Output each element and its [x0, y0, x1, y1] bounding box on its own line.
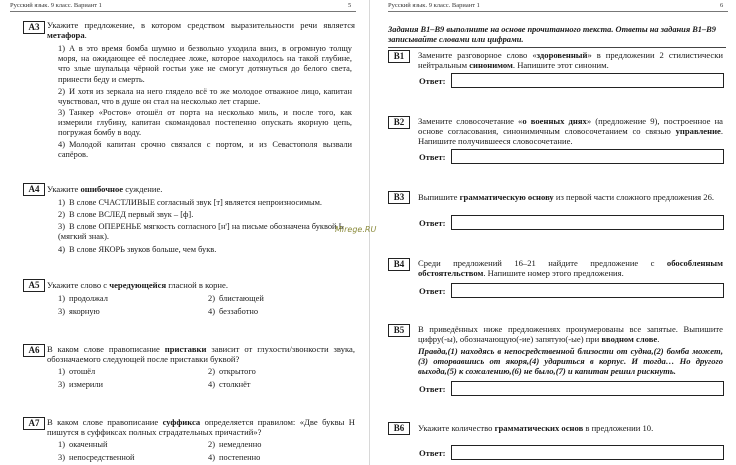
question-label-a7: А7 [23, 417, 45, 430]
b5-sample-sentences: Правда,(1) находясь в непосредственной близости от судна,(2) бомба может,(3) оторвавшись от якоря,(4) удариться в корпус. И тогда… Но другого выхода,(5) к сожалению,(6) не было,(7) и капитан решил рискнуть. [418, 346, 723, 377]
a4-option-4[interactable]: 4) В слове ЯКОРЬ звуков больше, чем букв. [58, 245, 217, 254]
question-a4-text: Укажите ошибочное суждение. [47, 184, 163, 194]
answer-label-b3: Ответ: [419, 218, 446, 228]
answer-label-b5: Ответ: [419, 384, 446, 394]
question-a7-text: В каком слове правописание суффикса определяется правилом: «Две буквы Н пишутся в суффиксах полных страдательных причастий»? [47, 417, 355, 438]
question-label-a4: А4 [23, 183, 45, 196]
a3-option-2[interactable]: 2) И хотя из зеркала на него глядело всё то же молодое отважное лицо, капитан чувствовал, что в душе он стал на несколько лет старше. [58, 87, 352, 107]
question-b3-text: Выпишите грамматическую основу из первой части сложного предложения 26. [418, 192, 715, 202]
answer-label-b6: Ответ: [419, 448, 446, 458]
question-b1-text: Замените разговорное слово «здоровенный» в предложении 2 стилистически нейтральным синонимом. Напишите этот синоним. [418, 50, 723, 71]
question-b6-text: Укажите количество грамматических основ в предложении 10. [418, 423, 654, 433]
answer-field-b4[interactable] [451, 283, 724, 298]
answer-field-b2[interactable] [451, 149, 724, 164]
a7-option-3[interactable]: 3) непосредственной [58, 453, 135, 462]
a5-option-1[interactable]: 1) продолжал [58, 294, 108, 303]
a6-option-3[interactable]: 3) измерили [58, 380, 104, 389]
a6-option-2[interactable]: 2) открытого [208, 367, 256, 376]
question-label-b5: В5 [388, 324, 410, 337]
left-header-title: Русский язык. 9 класс. Вариант 1 [10, 2, 102, 9]
answer-label-b1: Ответ: [419, 76, 446, 86]
question-label-b4: В4 [388, 258, 410, 271]
a6-option-1[interactable]: 1) отошёл [58, 367, 96, 376]
left-page-number: 5 [348, 2, 352, 9]
question-b5-text: В приведённых ниже предложениях пронумерованы все запятые. Выпишите цифру(-ы), обозначающую(-ие) запятую(-ые) при вводном слове. [418, 324, 723, 345]
question-label-a5: А5 [23, 279, 45, 292]
watermark: Mirege.RU [335, 225, 377, 234]
answer-field-b1[interactable] [451, 73, 724, 88]
a6-option-4[interactable]: 4) столкнёт [208, 380, 251, 389]
answer-field-b3[interactable] [451, 215, 724, 230]
a5-option-4[interactable]: 4) беззаботно [208, 307, 259, 316]
instruction-underline [388, 47, 726, 48]
answer-field-b5[interactable] [451, 381, 724, 396]
right-header-rule [388, 11, 728, 12]
left-header-rule [10, 11, 356, 12]
left-page [0, 0, 366, 465]
question-b2-text: Замените словосочетание «о военных днях» (предложение 9), построенное на основе согласования, синонимичным словосочетанием со связью управление. Напишите получившееся словосочетание. [418, 116, 723, 147]
right-header-title: Русский язык. 9 класс. Вариант 1 [388, 2, 480, 9]
question-label-a3: А3 [23, 21, 45, 34]
question-label-b6: В6 [388, 422, 410, 435]
a5-option-3[interactable]: 3) якорную [58, 307, 100, 316]
a4-option-3[interactable]: 3) В слове ОПЕРЕНЬЕ мягкость согласного [н'] на письме обозначена буквой Ь (мягкий знак). [58, 222, 344, 242]
answer-label-b2: Ответ: [419, 152, 446, 162]
a7-option-4[interactable]: 4) постепенно [208, 453, 261, 462]
a7-option-2[interactable]: 2) немедленно [208, 440, 262, 449]
a3-option-1[interactable]: 1) А в это время бомба шумно и безвольно уходила вниз, в огромную толщу моря, на ожидающее её последнее ложе, которое находилось на такой глубине, что злые шупальца чёрной гостьи уже не смогут дотянуться до белого света, принести беду и смерть. [58, 44, 352, 84]
question-label-b2: В2 [388, 116, 410, 129]
a3-option-4[interactable]: 4) Молодой капитан срочно связался с портом, и из Севастополя вызвали сапёров. [58, 140, 352, 160]
a7-option-1[interactable]: 1) окаченный [58, 440, 108, 449]
right-page-number: 6 [720, 2, 724, 9]
question-b4-text: Среди предложений 16–21 найдите предложение с обособленным обстоятельством. Напишите номер этого предложения. [418, 258, 723, 279]
instruction-text: Задания В1–В9 выполните на основе прочитанного текста. Ответы на задания В1–В9 записывайте словами или цифрами. [388, 25, 716, 44]
right-page [375, 0, 736, 465]
a5-option-2[interactable]: 2) блистающей [208, 294, 264, 303]
a4-option-1[interactable]: 1) В слове СЧАСТЛИВЫЕ согласный звук [т] является непроизносимым. [58, 198, 323, 207]
answer-field-b6[interactable] [451, 445, 724, 460]
question-a5-text: Укажите слово с чередующейся гласной в корне. [47, 280, 228, 290]
question-label-b1: В1 [388, 50, 410, 63]
question-label-b3: В3 [388, 191, 410, 204]
question-a6-text: В каком слове правописание приставки зависит от глухости/звонкости звука, обозначаемого следующей после приставки буквой? [47, 344, 356, 365]
a4-option-2[interactable]: 2) В слове ВСЛЕД первый звук – [ф]. [58, 210, 194, 219]
a3-option-3[interactable]: 3) Танкер «Ростов» отошёл от порта на несколько миль, и после того, как измерили глубину, капитан скомандовал постепенно опускать якорную цепь, погружая бомбу в воду. [58, 108, 352, 138]
question-label-a6: А6 [23, 344, 45, 357]
answer-label-b4: Ответ: [419, 286, 446, 296]
question-a3-text: Укажите предложение, в котором средством выразительности речи является метафора. [47, 20, 355, 41]
